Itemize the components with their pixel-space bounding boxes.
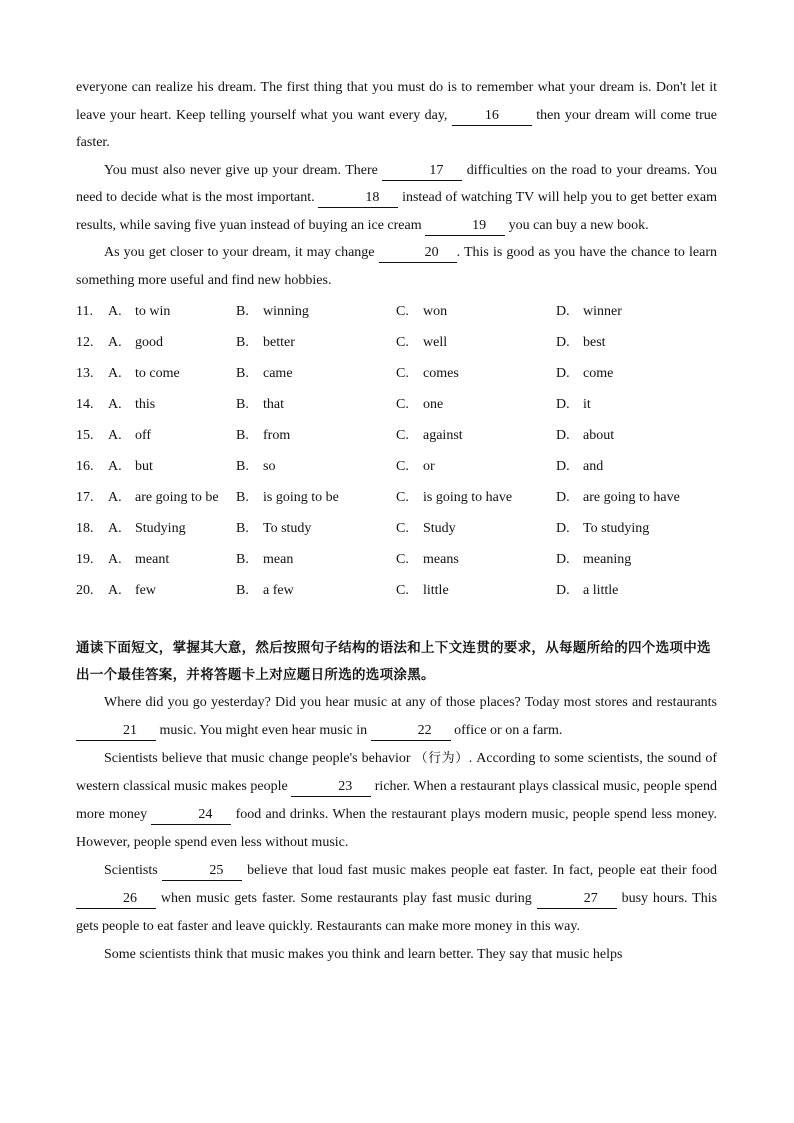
option-text: meant <box>135 552 170 568</box>
option-b[interactable] <box>236 366 396 382</box>
option-letter: D. <box>556 459 570 475</box>
option-b[interactable] <box>236 335 396 351</box>
option-d[interactable] <box>556 428 716 444</box>
options-list <box>76 296 717 607</box>
option-c[interactable] <box>396 583 556 599</box>
question-row <box>76 576 717 607</box>
option-letter: D. <box>556 490 570 506</box>
option-d[interactable] <box>556 304 716 320</box>
option-d[interactable] <box>556 397 716 413</box>
option-letter: B. <box>236 334 249 350</box>
option-b[interactable] <box>236 459 396 475</box>
option-d[interactable] <box>556 335 716 351</box>
option-text: is going to be <box>263 490 339 506</box>
blank-24[interactable]: 24 <box>151 806 231 825</box>
option-b[interactable] <box>236 490 396 506</box>
option-letter: B. <box>236 459 249 475</box>
option-text: came <box>263 365 293 381</box>
option-letter: C. <box>396 396 409 412</box>
option-letter: A. <box>108 365 122 381</box>
option-b[interactable] <box>236 304 396 320</box>
option-letter: C. <box>396 459 409 475</box>
blank-27[interactable]: 27 <box>537 890 617 909</box>
option-letter: C. <box>396 552 409 568</box>
option-letter: D. <box>556 427 570 443</box>
option-a[interactable] <box>108 335 236 351</box>
option-letter: A. <box>108 490 122 506</box>
blank-18[interactable]: 18 <box>318 189 398 208</box>
option-text: meaning <box>583 552 632 568</box>
option-text: Studying <box>135 521 186 537</box>
option-letter: C. <box>396 583 409 599</box>
option-d[interactable] <box>556 552 716 568</box>
option-letter: C. <box>396 521 409 537</box>
option-a[interactable] <box>108 521 236 537</box>
option-a[interactable] <box>108 366 236 382</box>
option-text: well <box>423 334 448 350</box>
option-a[interactable] <box>108 397 236 413</box>
option-c[interactable] <box>396 490 556 506</box>
option-text: Study <box>423 521 456 537</box>
option-letter: B. <box>236 303 249 319</box>
blank-16[interactable]: 16 <box>452 107 532 126</box>
option-c[interactable] <box>396 397 556 413</box>
chinese-gloss: （行为） <box>414 750 469 766</box>
option-letter: A. <box>108 427 122 443</box>
option-text: or <box>423 459 435 475</box>
question-row <box>76 451 717 482</box>
exam-page <box>76 74 717 969</box>
blank-23[interactable]: 23 <box>291 778 371 797</box>
option-letter: D. <box>556 396 570 412</box>
question-row <box>76 389 717 420</box>
question-number: 16. <box>76 459 94 475</box>
option-a[interactable] <box>108 428 236 444</box>
question-number: 17. <box>76 490 94 506</box>
option-letter: D. <box>556 334 570 350</box>
option-text: about <box>583 427 615 443</box>
option-letter: D. <box>556 552 570 568</box>
option-text: is going to have <box>423 490 513 506</box>
option-text: are going to be <box>135 490 219 506</box>
option-text: To study <box>263 521 312 537</box>
question-number: 20. <box>76 583 94 599</box>
option-text: To studying <box>583 521 650 537</box>
blank-17[interactable]: 17 <box>382 162 462 181</box>
passage2-paragraph4: Some scientists think that music makes you think and learn better. They say that music helps <box>104 946 623 962</box>
option-text: good <box>135 334 163 350</box>
option-text: few <box>135 583 156 599</box>
option-letter: C. <box>396 427 409 443</box>
option-letter: C. <box>396 490 409 506</box>
option-text: comes <box>423 365 459 381</box>
question-row <box>76 327 717 358</box>
option-letter: B. <box>236 552 249 568</box>
question-number: 15. <box>76 427 94 443</box>
option-letter: D. <box>556 583 570 599</box>
option-c[interactable] <box>396 304 556 320</box>
option-text: it <box>583 396 591 412</box>
option-text: mean <box>263 552 294 568</box>
option-text: winning <box>263 303 309 319</box>
option-c[interactable] <box>396 552 556 568</box>
option-letter: A. <box>108 552 122 568</box>
section-instruction: 通读下面短文，掌握其大意，然后按照句子结构的语法和上下文连贯的要求，从每题所给的四个选项中选出一个最佳答案，并将答题卡上对应题日所选的选项涂黑。 <box>76 639 711 683</box>
option-d[interactable] <box>556 459 716 475</box>
option-letter: C. <box>396 334 409 350</box>
option-letter: C. <box>396 303 409 319</box>
blank-19[interactable]: 19 <box>425 217 505 236</box>
option-text: a few <box>263 583 294 599</box>
option-text: that <box>263 396 284 412</box>
question-number: 12. <box>76 334 94 350</box>
option-letter: B. <box>236 521 249 537</box>
option-letter: C. <box>396 365 409 381</box>
option-letter: B. <box>236 583 249 599</box>
question-row <box>76 483 717 514</box>
option-letter: A. <box>108 303 122 319</box>
option-text: this <box>135 396 156 412</box>
option-text: one <box>423 396 444 412</box>
option-d[interactable] <box>556 583 716 599</box>
option-b[interactable] <box>236 583 396 599</box>
passage2-paragraph3: Scientists 25 believe that loud fast music makes people eat faster. In fact, people eat their food 26 when music gets faster. Some restaurants play fast music during 27 busy hours. This gets people to eat faster and leave quickly. Restaurants can make more money in this way. <box>76 862 718 934</box>
blank-26[interactable]: 26 <box>76 890 156 909</box>
option-c[interactable] <box>396 335 556 351</box>
question-row <box>76 296 717 327</box>
option-text: winner <box>583 303 622 319</box>
option-text: from <box>263 427 291 443</box>
option-text: a little <box>583 583 619 599</box>
option-a[interactable] <box>108 304 236 320</box>
option-letter: B. <box>236 365 249 381</box>
option-c[interactable] <box>396 428 556 444</box>
option-c[interactable] <box>396 366 556 382</box>
option-text: better <box>263 334 295 350</box>
option-c[interactable] <box>396 459 556 475</box>
blank-20[interactable]: 20 <box>379 244 457 263</box>
question-number: 11. <box>76 303 93 319</box>
question-number: 18. <box>76 521 94 537</box>
option-b[interactable] <box>236 397 396 413</box>
option-c[interactable] <box>396 521 556 537</box>
passage2-paragraph2: Scientists believe that music change people's behavior （行为）. According to some scientists, the sound of western classical music makes people 23 richer. When a restaurant plays classical music, people spend more money 24 food and drinks. When the restaurant plays modern music, people spend less money. However, people spend even less without music. <box>76 750 718 850</box>
option-text: against <box>423 427 463 443</box>
option-letter: A. <box>108 459 122 475</box>
option-d[interactable] <box>556 490 716 506</box>
option-b[interactable] <box>236 552 396 568</box>
option-a[interactable] <box>108 490 236 506</box>
question-number: 13. <box>76 365 94 381</box>
option-d[interactable] <box>556 366 716 382</box>
option-letter: B. <box>236 490 249 506</box>
option-b[interactable] <box>236 428 396 444</box>
option-letter: B. <box>236 427 249 443</box>
option-text: come <box>583 365 614 381</box>
option-letter: D. <box>556 365 570 381</box>
option-text: best <box>583 334 606 350</box>
option-text: so <box>263 459 276 475</box>
option-text: and <box>583 459 604 475</box>
option-letter: A. <box>108 396 122 412</box>
option-letter: D. <box>556 303 570 319</box>
question-row <box>76 420 717 451</box>
question-number: 19. <box>76 552 94 568</box>
option-a[interactable] <box>108 552 236 568</box>
option-text: to win <box>135 303 171 319</box>
option-letter: A. <box>108 334 122 350</box>
blank-25[interactable]: 25 <box>162 862 242 881</box>
blank-22[interactable]: 22 <box>371 722 451 741</box>
question-number: 14. <box>76 396 94 412</box>
question-row <box>76 545 717 576</box>
passage1-paragraph3: As you get closer to your dream, it may change 20 . This is good as you have the chance to learn something more useful and find new hobbies. <box>76 245 718 288</box>
option-b[interactable] <box>236 521 396 537</box>
option-text: won <box>423 303 448 319</box>
option-a[interactable] <box>108 583 236 599</box>
option-text: little <box>423 583 449 599</box>
option-d[interactable] <box>556 521 716 537</box>
passage1-paragraph1: everyone can realize his dream. The first thing that you must do is to remember what your dream is. Don't let it leave your heart. Keep telling yourself what you want every day, 16 then your dream will come true faster. <box>76 80 718 150</box>
option-text: means <box>423 552 459 568</box>
option-letter: D. <box>556 521 570 537</box>
option-letter: A. <box>108 521 122 537</box>
option-text: but <box>135 459 153 475</box>
option-letter: A. <box>108 583 122 599</box>
option-letter: B. <box>236 396 249 412</box>
option-text: off <box>135 427 152 443</box>
option-text: to come <box>135 365 180 381</box>
option-text: are going to have <box>583 490 680 506</box>
question-row <box>76 514 717 545</box>
blank-21[interactable]: 21 <box>76 722 156 741</box>
passage1-paragraph2: You must also never give up your dream. There 17 difficulties on the road to your dreams. You need to decide what is the most important. 18 instead of watching TV will help you to get better exam results, while saving five yuan instead of buying an ice cream 19 you can buy a new book. <box>76 157 717 240</box>
option-a[interactable] <box>108 459 236 475</box>
question-row <box>76 358 717 389</box>
passage2-paragraph1: Where did you go yesterday? Did you hear music at any of those places? Today most stores and restaurants 21 music. You might even hear music in 22 office or on a farm. <box>76 689 717 745</box>
